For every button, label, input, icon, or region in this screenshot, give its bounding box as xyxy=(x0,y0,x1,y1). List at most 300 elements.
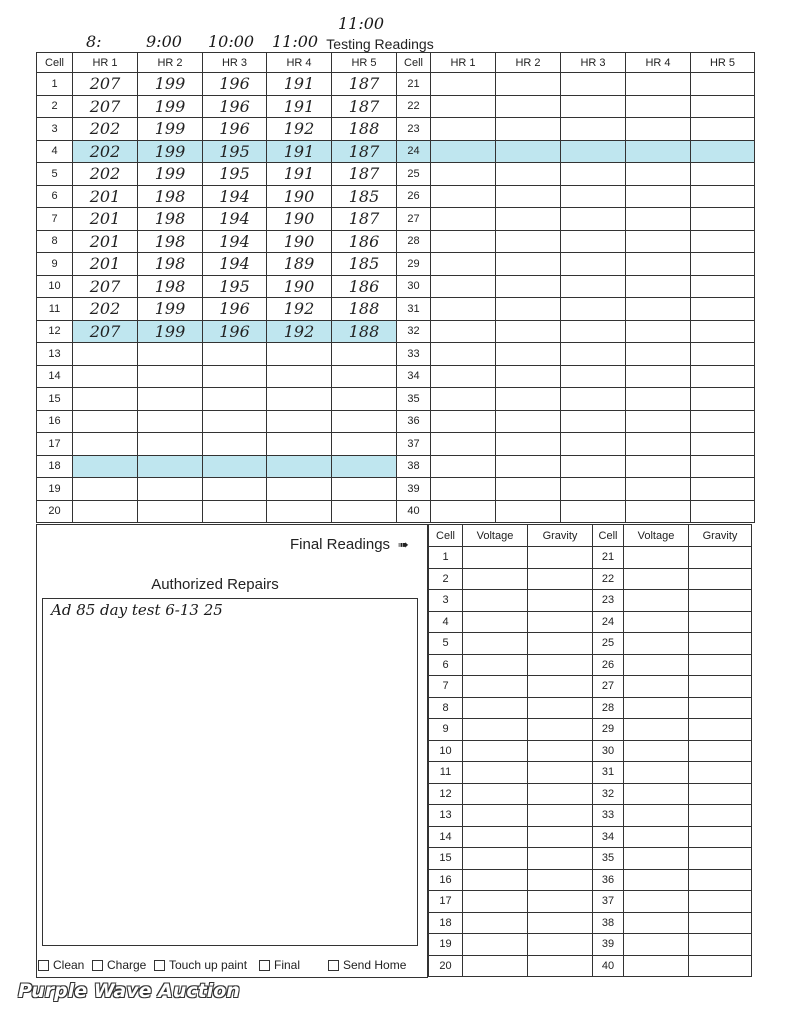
voltage-cell[interactable] xyxy=(463,848,528,870)
voltage-cell[interactable] xyxy=(463,590,528,612)
checkbox-label: Send Home xyxy=(343,958,407,972)
voltage-cell[interactable] xyxy=(463,633,528,655)
reading-cell[interactable]: 199 xyxy=(138,320,203,343)
reading-cell[interactable] xyxy=(561,95,626,118)
reading-cell[interactable] xyxy=(73,478,138,501)
reading-cell[interactable] xyxy=(626,230,691,253)
gravity-cell[interactable] xyxy=(528,740,593,762)
reading-cell[interactable]: 196 xyxy=(203,95,267,118)
reading-cell[interactable] xyxy=(691,388,755,411)
reading-cell[interactable]: 188 xyxy=(332,298,397,321)
reading-cell[interactable]: 192 xyxy=(267,320,332,343)
voltage-cell[interactable] xyxy=(624,676,689,698)
table-row xyxy=(37,320,755,343)
reading-cell[interactable]: 188 xyxy=(332,320,397,343)
reading-cell[interactable] xyxy=(332,433,397,456)
checkbox-box[interactable] xyxy=(154,960,165,971)
reading-cell[interactable] xyxy=(626,208,691,231)
reading-cell[interactable] xyxy=(203,455,267,478)
reading-cell[interactable] xyxy=(626,118,691,141)
checkbox-box[interactable] xyxy=(328,960,339,971)
reading-cell[interactable] xyxy=(431,365,496,388)
reading-cell[interactable] xyxy=(203,410,267,433)
reading-cell[interactable] xyxy=(73,365,138,388)
reading-cell[interactable] xyxy=(496,118,561,141)
reading-cell[interactable]: 202 xyxy=(73,140,138,163)
reading-cell[interactable]: 198 xyxy=(138,230,203,253)
cell-number: 39 xyxy=(397,478,431,501)
gravity-cell[interactable] xyxy=(689,568,752,590)
reading-cell[interactable] xyxy=(431,320,496,343)
reading-cell[interactable] xyxy=(691,140,755,163)
voltage-cell[interactable] xyxy=(624,955,689,977)
gravity-cell[interactable] xyxy=(689,762,752,784)
reading-cell[interactable]: 186 xyxy=(332,230,397,253)
reading-cell[interactable] xyxy=(431,118,496,141)
reading-cell[interactable] xyxy=(332,500,397,523)
reading-cell[interactable] xyxy=(626,388,691,411)
reading-cell[interactable] xyxy=(691,230,755,253)
gravity-cell[interactable] xyxy=(689,869,752,891)
gravity-cell[interactable] xyxy=(528,955,593,977)
reading-cell[interactable] xyxy=(267,478,332,501)
reading-cell[interactable] xyxy=(431,163,496,186)
reading-cell[interactable] xyxy=(691,410,755,433)
reading-cell[interactable]: 199 xyxy=(138,95,203,118)
gravity-cell[interactable] xyxy=(528,719,593,741)
reading-cell[interactable] xyxy=(561,500,626,523)
voltage-cell[interactable] xyxy=(624,654,689,676)
reading-cell[interactable] xyxy=(267,455,332,478)
voltage-cell[interactable] xyxy=(463,740,528,762)
reading-cell[interactable] xyxy=(496,163,561,186)
reading-cell[interactable] xyxy=(332,478,397,501)
reading-cell[interactable] xyxy=(691,208,755,231)
reading-cell[interactable]: 198 xyxy=(138,208,203,231)
voltage-cell[interactable] xyxy=(463,611,528,633)
gravity-cell[interactable] xyxy=(528,633,593,655)
reading-cell[interactable] xyxy=(561,230,626,253)
reading-cell[interactable] xyxy=(138,365,203,388)
reading-cell[interactable] xyxy=(73,343,138,366)
reading-cell[interactable] xyxy=(332,388,397,411)
voltage-cell[interactable] xyxy=(624,826,689,848)
reading-cell[interactable]: 196 xyxy=(203,320,267,343)
reading-cell[interactable] xyxy=(691,478,755,501)
reading-cell[interactable]: 190 xyxy=(267,230,332,253)
reading-cell[interactable] xyxy=(496,343,561,366)
checkbox-box[interactable] xyxy=(38,960,49,971)
reading-cell[interactable] xyxy=(431,275,496,298)
reading-cell[interactable] xyxy=(138,343,203,366)
reading-cell[interactable] xyxy=(496,388,561,411)
reading-cell[interactable] xyxy=(138,478,203,501)
gravity-cell[interactable] xyxy=(689,719,752,741)
gravity-cell[interactable] xyxy=(689,805,752,827)
voltage-cell[interactable] xyxy=(624,912,689,934)
reading-cell[interactable]: 187 xyxy=(332,140,397,163)
reading-cell[interactable] xyxy=(691,95,755,118)
reading-cell[interactable] xyxy=(267,343,332,366)
reading-cell[interactable]: 192 xyxy=(267,298,332,321)
reading-cell[interactable] xyxy=(431,73,496,96)
reading-cell[interactable]: 196 xyxy=(203,298,267,321)
reading-cell[interactable] xyxy=(561,320,626,343)
reading-cell[interactable] xyxy=(332,410,397,433)
reading-cell[interactable]: 194 xyxy=(203,230,267,253)
reading-cell[interactable]: 187 xyxy=(332,95,397,118)
voltage-cell[interactable] xyxy=(463,547,528,569)
reading-cell[interactable] xyxy=(267,388,332,411)
reading-cell[interactable] xyxy=(691,163,755,186)
reading-cell[interactable] xyxy=(431,230,496,253)
gravity-cell[interactable] xyxy=(528,826,593,848)
gravity-cell[interactable] xyxy=(528,547,593,569)
reading-cell[interactable] xyxy=(561,478,626,501)
reading-cell[interactable] xyxy=(561,343,626,366)
reading-cell[interactable] xyxy=(691,455,755,478)
checkbox-box[interactable] xyxy=(92,960,103,971)
reading-cell[interactable] xyxy=(431,253,496,276)
reading-cell[interactable]: 198 xyxy=(138,253,203,276)
reading-cell[interactable] xyxy=(626,298,691,321)
reading-cell[interactable] xyxy=(431,388,496,411)
reading-cell[interactable]: 201 xyxy=(73,208,138,231)
reading-cell[interactable] xyxy=(561,433,626,456)
voltage-cell[interactable] xyxy=(463,676,528,698)
reading-cell[interactable]: 201 xyxy=(73,253,138,276)
reading-cell[interactable] xyxy=(496,478,561,501)
reading-cell[interactable] xyxy=(267,365,332,388)
reading-cell[interactable] xyxy=(332,455,397,478)
reading-cell[interactable]: 196 xyxy=(203,118,267,141)
reading-cell[interactable] xyxy=(561,388,626,411)
reading-cell[interactable] xyxy=(267,500,332,523)
reading-cell[interactable]: 199 xyxy=(138,118,203,141)
reading-cell[interactable] xyxy=(626,95,691,118)
reading-cell[interactable] xyxy=(496,500,561,523)
reading-cell[interactable]: 186 xyxy=(332,275,397,298)
voltage-cell[interactable] xyxy=(463,891,528,913)
reading-cell[interactable]: 187 xyxy=(332,73,397,96)
reading-cell[interactable] xyxy=(691,73,755,96)
checkbox-send-home[interactable] xyxy=(328,958,406,972)
reading-cell[interactable] xyxy=(203,388,267,411)
reading-cell[interactable] xyxy=(203,343,267,366)
voltage-cell[interactable] xyxy=(624,783,689,805)
table-row xyxy=(429,697,752,719)
reading-cell[interactable] xyxy=(73,500,138,523)
checkbox-charge[interactable] xyxy=(92,958,146,972)
cell-number: 23 xyxy=(593,590,624,612)
voltage-cell[interactable] xyxy=(624,633,689,655)
reading-cell[interactable]: 191 xyxy=(267,95,332,118)
reading-cell[interactable] xyxy=(431,410,496,433)
cell-number: 29 xyxy=(397,253,431,276)
reading-cell[interactable] xyxy=(561,208,626,231)
voltage-cell[interactable] xyxy=(463,934,528,956)
voltage-cell[interactable] xyxy=(463,719,528,741)
voltage-cell[interactable] xyxy=(463,783,528,805)
reading-cell[interactable] xyxy=(431,433,496,456)
reading-cell[interactable] xyxy=(431,208,496,231)
gravity-cell[interactable] xyxy=(689,848,752,870)
checkbox-box[interactable] xyxy=(259,960,270,971)
reading-cell[interactable] xyxy=(496,208,561,231)
reading-cell[interactable] xyxy=(496,95,561,118)
reading-cell[interactable] xyxy=(561,275,626,298)
reading-cell[interactable]: 207 xyxy=(73,95,138,118)
reading-cell[interactable] xyxy=(332,343,397,366)
hour-column-header: HR 5 xyxy=(332,53,397,73)
reading-cell[interactable] xyxy=(691,365,755,388)
gravity-cell[interactable] xyxy=(689,547,752,569)
voltage-cell[interactable] xyxy=(624,547,689,569)
gravity-cell[interactable] xyxy=(689,826,752,848)
reading-cell[interactable] xyxy=(496,320,561,343)
reading-cell[interactable] xyxy=(138,455,203,478)
voltage-cell[interactable] xyxy=(624,891,689,913)
voltage-cell[interactable] xyxy=(624,568,689,590)
reading-cell[interactable] xyxy=(496,230,561,253)
reading-cell[interactable] xyxy=(691,500,755,523)
reading-cell[interactable]: 191 xyxy=(267,163,332,186)
gravity-cell[interactable] xyxy=(528,676,593,698)
gravity-cell[interactable] xyxy=(528,848,593,870)
checkbox-touch-up-paint[interactable] xyxy=(154,958,247,972)
voltage-cell[interactable] xyxy=(624,805,689,827)
authorized-repairs-box[interactable] xyxy=(42,598,418,946)
reading-cell[interactable] xyxy=(138,388,203,411)
reading-cell[interactable] xyxy=(561,253,626,276)
voltage-cell[interactable] xyxy=(624,719,689,741)
reading-cell[interactable] xyxy=(138,433,203,456)
reading-cell[interactable] xyxy=(496,140,561,163)
voltage-cell[interactable] xyxy=(463,568,528,590)
gravity-cell[interactable] xyxy=(689,697,752,719)
voltage-cell[interactable] xyxy=(624,740,689,762)
reading-cell[interactable] xyxy=(626,163,691,186)
reading-cell[interactable]: 198 xyxy=(138,275,203,298)
reading-cell[interactable] xyxy=(626,455,691,478)
reading-cell[interactable]: 192 xyxy=(267,118,332,141)
reading-cell[interactable] xyxy=(691,118,755,141)
reading-cell[interactable]: 207 xyxy=(73,73,138,96)
voltage-cell[interactable] xyxy=(463,697,528,719)
reading-cell[interactable] xyxy=(73,388,138,411)
reading-cell[interactable] xyxy=(496,410,561,433)
gravity-cell[interactable] xyxy=(528,762,593,784)
gravity-cell[interactable] xyxy=(689,934,752,956)
gravity-cell[interactable] xyxy=(689,740,752,762)
gravity-cell[interactable] xyxy=(689,891,752,913)
reading-cell[interactable] xyxy=(431,455,496,478)
reading-cell[interactable] xyxy=(626,478,691,501)
gravity-cell[interactable] xyxy=(528,891,593,913)
reading-cell[interactable]: 199 xyxy=(138,73,203,96)
reading-cell[interactable]: 195 xyxy=(203,140,267,163)
reading-cell[interactable]: 194 xyxy=(203,253,267,276)
voltage-cell[interactable] xyxy=(463,912,528,934)
gravity-cell[interactable] xyxy=(528,912,593,934)
gravity-cell[interactable] xyxy=(528,654,593,676)
reading-cell[interactable] xyxy=(267,433,332,456)
gravity-cell[interactable] xyxy=(689,590,752,612)
reading-cell[interactable] xyxy=(626,253,691,276)
voltage-cell[interactable] xyxy=(624,848,689,870)
reading-cell[interactable] xyxy=(691,433,755,456)
reading-cell[interactable] xyxy=(203,365,267,388)
voltage-cell[interactable] xyxy=(463,805,528,827)
reading-cell[interactable] xyxy=(431,343,496,366)
gravity-cell[interactable] xyxy=(528,869,593,891)
reading-cell[interactable] xyxy=(626,343,691,366)
voltage-cell[interactable] xyxy=(463,762,528,784)
reading-cell[interactable] xyxy=(496,298,561,321)
voltage-cell[interactable] xyxy=(463,955,528,977)
reading-cell[interactable] xyxy=(691,185,755,208)
reading-cell[interactable]: 190 xyxy=(267,185,332,208)
reading-cell[interactable]: 194 xyxy=(203,208,267,231)
reading-cell[interactable] xyxy=(73,433,138,456)
reading-cell[interactable]: 191 xyxy=(267,73,332,96)
gravity-cell[interactable] xyxy=(528,590,593,612)
reading-cell[interactable] xyxy=(626,410,691,433)
voltage-cell[interactable] xyxy=(624,590,689,612)
reading-cell[interactable]: 187 xyxy=(332,208,397,231)
reading-cell[interactable] xyxy=(561,73,626,96)
reading-cell[interactable] xyxy=(496,455,561,478)
reading-cell[interactable] xyxy=(561,298,626,321)
voltage-cell[interactable] xyxy=(463,869,528,891)
voltage-cell[interactable] xyxy=(463,826,528,848)
reading-cell[interactable] xyxy=(561,163,626,186)
gravity-cell[interactable] xyxy=(689,633,752,655)
reading-cell[interactable]: 202 xyxy=(73,163,138,186)
reading-cell[interactable]: 194 xyxy=(203,185,267,208)
reading-cell[interactable]: 207 xyxy=(73,275,138,298)
reading-cell[interactable] xyxy=(203,500,267,523)
reading-cell[interactable] xyxy=(496,253,561,276)
reading-cell[interactable]: 202 xyxy=(73,118,138,141)
voltage-cell[interactable] xyxy=(624,934,689,956)
reading-cell[interactable]: 188 xyxy=(332,118,397,141)
reading-cell[interactable] xyxy=(138,500,203,523)
reading-cell[interactable] xyxy=(561,365,626,388)
gravity-cell[interactable] xyxy=(528,934,593,956)
reading-cell[interactable]: 189 xyxy=(267,253,332,276)
reading-cell[interactable] xyxy=(691,253,755,276)
reading-cell[interactable] xyxy=(561,410,626,433)
reading-cell[interactable] xyxy=(431,140,496,163)
voltage-cell[interactable] xyxy=(624,869,689,891)
reading-cell[interactable] xyxy=(626,500,691,523)
reading-cell[interactable] xyxy=(561,185,626,208)
reading-cell[interactable] xyxy=(73,410,138,433)
reading-cell[interactable]: 199 xyxy=(138,298,203,321)
reading-cell[interactable]: 190 xyxy=(267,208,332,231)
reading-cell[interactable]: 207 xyxy=(73,320,138,343)
reading-cell[interactable] xyxy=(431,298,496,321)
reading-cell[interactable]: 199 xyxy=(138,163,203,186)
reading-cell[interactable] xyxy=(431,185,496,208)
reading-cell[interactable]: 196 xyxy=(203,73,267,96)
gravity-cell[interactable] xyxy=(689,912,752,934)
reading-cell[interactable]: 191 xyxy=(267,140,332,163)
reading-cell[interactable]: 195 xyxy=(203,275,267,298)
reading-cell[interactable]: 202 xyxy=(73,298,138,321)
checkbox-clean[interactable] xyxy=(38,958,84,972)
reading-cell[interactable]: 201 xyxy=(73,230,138,253)
reading-cell[interactable] xyxy=(561,140,626,163)
reading-cell[interactable] xyxy=(496,185,561,208)
reading-cell[interactable]: 195 xyxy=(203,163,267,186)
reading-cell[interactable]: 185 xyxy=(332,185,397,208)
reading-cell[interactable] xyxy=(691,298,755,321)
reading-cell[interactable] xyxy=(626,140,691,163)
reading-cell[interactable]: 190 xyxy=(267,275,332,298)
reading-cell[interactable] xyxy=(203,478,267,501)
gravity-cell[interactable] xyxy=(528,568,593,590)
voltage-cell[interactable] xyxy=(624,611,689,633)
reading-cell[interactable]: 201 xyxy=(73,185,138,208)
reading-cell[interactable] xyxy=(561,118,626,141)
reading-cell[interactable] xyxy=(691,320,755,343)
reading-cell[interactable]: 198 xyxy=(138,185,203,208)
reading-cell[interactable] xyxy=(431,500,496,523)
reading-cell[interactable] xyxy=(691,275,755,298)
voltage-cell[interactable] xyxy=(624,697,689,719)
reading-cell[interactable] xyxy=(332,365,397,388)
reading-cell[interactable] xyxy=(561,455,626,478)
reading-cell[interactable]: 185 xyxy=(332,253,397,276)
gravity-cell[interactable] xyxy=(689,676,752,698)
reading-cell[interactable] xyxy=(138,410,203,433)
reading-cell[interactable] xyxy=(496,365,561,388)
reading-cell[interactable]: 199 xyxy=(138,140,203,163)
gravity-cell[interactable] xyxy=(528,805,593,827)
voltage-cell[interactable] xyxy=(624,762,689,784)
voltage-cell[interactable] xyxy=(463,654,528,676)
reading-cell[interactable] xyxy=(626,73,691,96)
gravity-cell[interactable] xyxy=(689,783,752,805)
reading-cell[interactable] xyxy=(496,275,561,298)
checkbox-final[interactable] xyxy=(259,958,300,972)
gravity-cell[interactable] xyxy=(689,654,752,676)
reading-cell[interactable] xyxy=(267,410,332,433)
reading-cell[interactable] xyxy=(431,478,496,501)
reading-cell[interactable] xyxy=(626,185,691,208)
reading-cell[interactable] xyxy=(626,275,691,298)
reading-cell[interactable] xyxy=(431,95,496,118)
reading-cell[interactable] xyxy=(73,455,138,478)
reading-cell[interactable] xyxy=(496,73,561,96)
gravity-cell[interactable] xyxy=(528,697,593,719)
reading-cell[interactable] xyxy=(626,433,691,456)
gravity-cell[interactable] xyxy=(689,611,752,633)
reading-cell[interactable] xyxy=(203,433,267,456)
gravity-cell[interactable] xyxy=(689,955,752,977)
reading-cell[interactable] xyxy=(626,365,691,388)
gravity-cell[interactable] xyxy=(528,783,593,805)
gravity-cell[interactable] xyxy=(528,611,593,633)
reading-cell[interactable] xyxy=(691,343,755,366)
reading-cell[interactable] xyxy=(626,320,691,343)
reading-cell[interactable]: 187 xyxy=(332,163,397,186)
cell-number: 4 xyxy=(37,140,73,163)
reading-cell[interactable] xyxy=(496,433,561,456)
table-row xyxy=(37,388,755,411)
